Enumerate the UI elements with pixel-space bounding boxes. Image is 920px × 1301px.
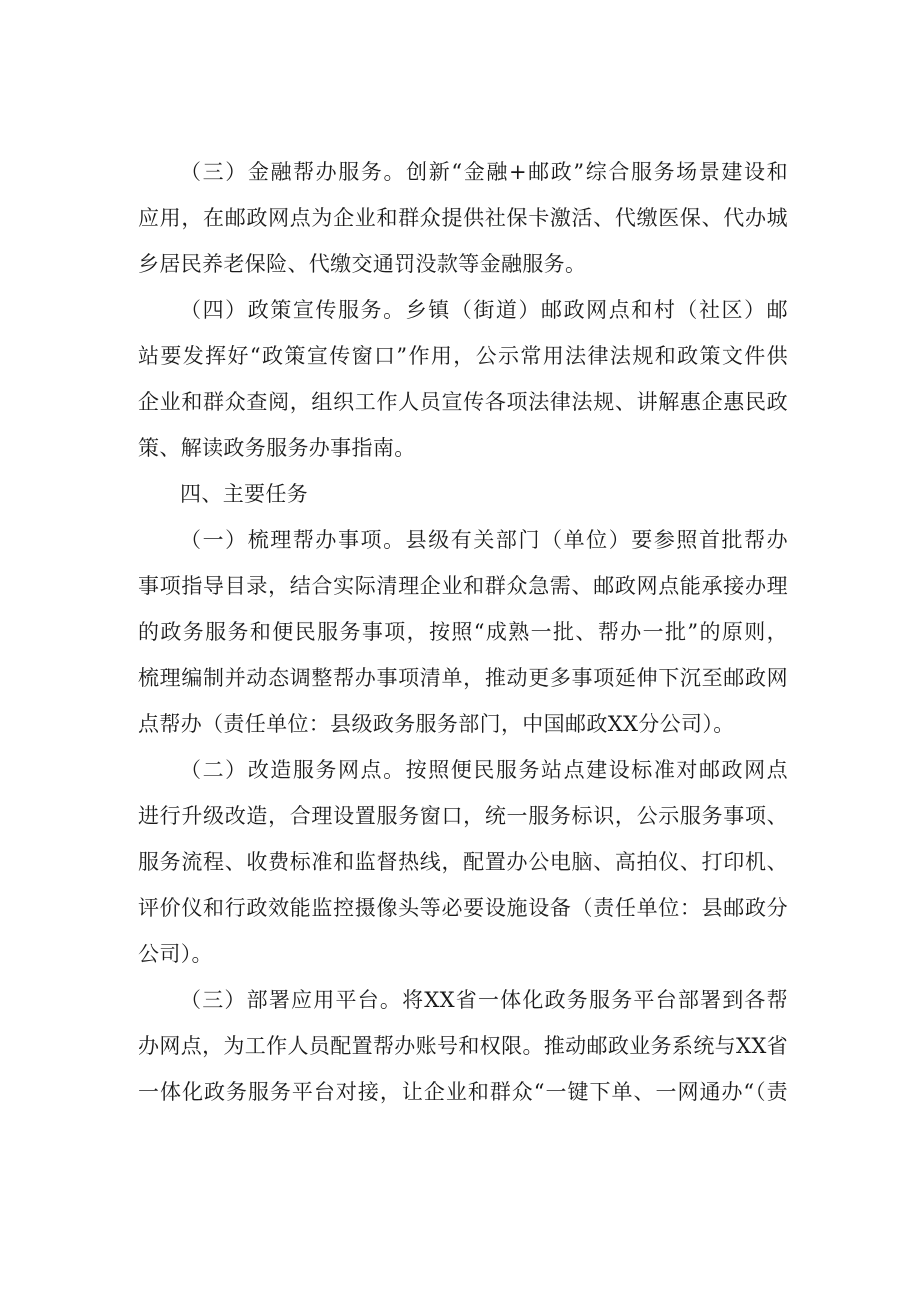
text-line: 评价仪和行政效能监控摄像头等必要设施设备（责任单位：县邮政分 xyxy=(138,896,788,920)
text-line: 事项指导目录，结合实际清理企业和群众急需、邮政网点能承接办理 xyxy=(138,574,788,598)
text-line: 办网点，为工作人员配置帮办账号和权限。推动邮政业务系统与XX省 xyxy=(138,1034,788,1058)
paragraph-policy-publicity xyxy=(138,287,788,471)
document-body xyxy=(138,149,788,1115)
heading-text: 四、主要任务 xyxy=(180,482,309,506)
text-line: （三）金融帮办服务。创新“金融+邮政”综合服务场景建设和 xyxy=(180,160,788,184)
text-line: 乡居民养老保险、代缴交通罚没款等金融服务。 xyxy=(138,252,587,276)
text-line: 点帮办（责任单位：县级政务服务部门，中国邮政XX分公司）。 xyxy=(138,712,735,736)
text-line: 公司）。 xyxy=(138,942,213,966)
paragraph-finance-service xyxy=(138,149,788,287)
text-line: （一）梳理帮办事项。县级有关部门（单位）要参照首批帮办 xyxy=(180,528,788,552)
text-line: （四）政策宣传服务。乡镇（街道）邮政网点和村（社区）邮 xyxy=(180,298,788,322)
paragraph-sort-matters xyxy=(138,517,788,747)
paragraph-renovate-outlets xyxy=(138,747,788,977)
text-line: （三）部署应用平台。将XX省一体化政务服务平台部署到各帮 xyxy=(180,988,788,1012)
paragraph-deploy-platform xyxy=(138,977,788,1115)
text-line: 应用，在邮政网点为企业和群众提供社保卡激活、代缴医保、代办城 xyxy=(138,206,788,230)
section-heading xyxy=(138,471,788,517)
text-line: 企业和群众查阅，组织工作人员宣传各项法律法规、讲解惠企惠民政 xyxy=(138,390,788,414)
text-line: 站要发挥好“政策宣传窗口”作用，公示常用法律法规和政策文件供 xyxy=(138,344,788,368)
text-line: 服务流程、收费标准和监督热线，配置办公电脑、高拍仪、打印机、 xyxy=(138,850,788,874)
text-line: 进行升级改造，合理设置服务窗口，统一服务标识，公示服务事项、 xyxy=(138,804,788,828)
text-line: 一体化政务服务平台对接，让企业和群众“一键下单、一网通办“（责 xyxy=(138,1080,788,1104)
text-line: 梳理编制并动态调整帮办事项清单，推动更多事项延伸下沉至邮政网 xyxy=(138,666,788,690)
text-line: 的政务服务和便民服务事项，按照“成熟一批、帮办一批”的原则， xyxy=(138,620,788,644)
text-line: （二）改造服务网点。按照便民服务站点建设标准对邮政网点 xyxy=(180,758,788,782)
text-line: 策、解读政务服务办事指南。 xyxy=(138,436,416,460)
